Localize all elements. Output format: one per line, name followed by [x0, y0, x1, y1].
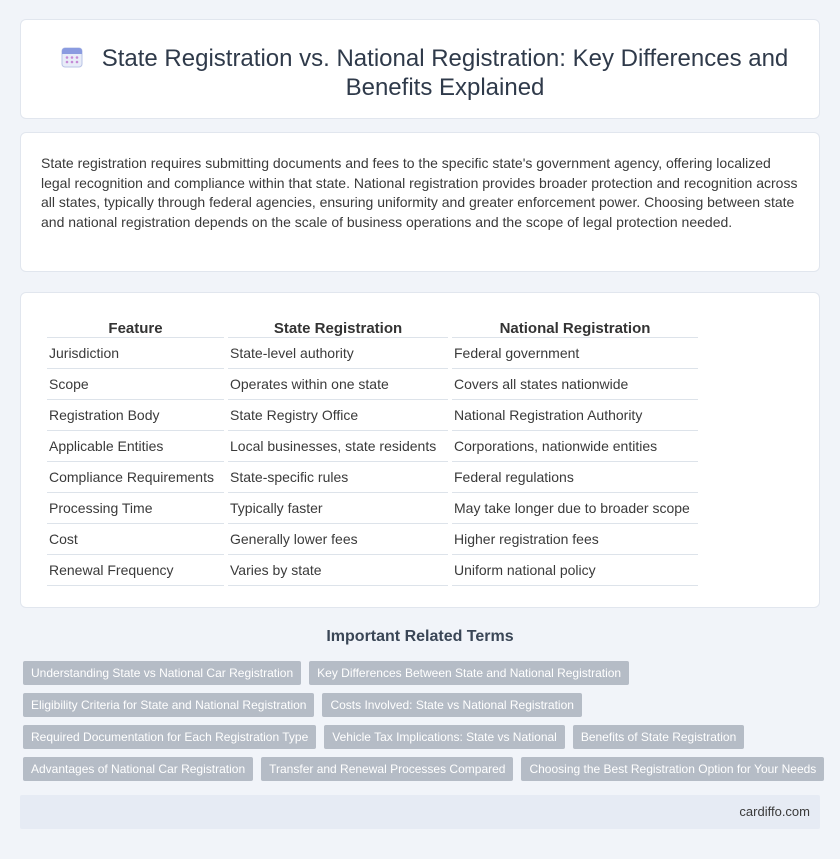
cell-feature: Compliance Requirements: [47, 462, 224, 493]
cell-national: May take longer due to broader scope: [452, 493, 698, 524]
table-row: [47, 400, 698, 431]
cell-feature: Cost: [47, 524, 224, 555]
tag-row: [23, 725, 823, 749]
table-header-row: [47, 317, 698, 338]
related-term-tag[interactable]: Advantages of National Car Registration: [23, 757, 253, 781]
cell-national: Corporations, nationwide entities: [452, 431, 698, 462]
related-terms-title: Important Related Terms: [326, 628, 514, 645]
cell-state: State-level authority: [228, 338, 448, 369]
table-row: [47, 369, 698, 400]
intro-paragraph: State registration requires submitting documents and fees to the specific state's government agency, offering localized legal recognition and compliance within that state. National registration provides broader protection and recognition across all states, typically through federal agencies, ensuring uniformity and greater enforcement power. Choosing between state and national registration depends on the scale of business operations and the scope of legal protection needed.: [41, 155, 798, 230]
header-card: [20, 19, 820, 119]
cell-feature: Applicable Entities: [47, 431, 224, 462]
tag-row: [23, 661, 823, 685]
header-feature: Feature: [47, 317, 224, 338]
related-term-tag[interactable]: Vehicle Tax Implications: State vs National: [324, 725, 565, 749]
related-term-tag[interactable]: Benefits of State Registration: [573, 725, 744, 749]
cell-national: National Registration Authority: [452, 400, 698, 431]
page-title: State Registration vs. National Registration: Key Differences and Benefits Explained: [101, 45, 789, 101]
intro-card: [20, 132, 820, 272]
related-terms-list: [23, 661, 823, 789]
table-row: [47, 493, 698, 524]
cell-national: Federal regulations: [452, 462, 698, 493]
cell-state: State Registry Office: [228, 400, 448, 431]
cell-state: Typically faster: [228, 493, 448, 524]
cell-national: Uniform national policy: [452, 555, 698, 586]
related-term-tag[interactable]: Understanding State vs National Car Registration: [23, 661, 301, 685]
related-term-tag[interactable]: Required Documentation for Each Registration Type: [23, 725, 316, 749]
cell-state: Local businesses, state residents: [228, 431, 448, 462]
cell-feature: Jurisdiction: [47, 338, 224, 369]
header-state: State Registration: [228, 317, 448, 338]
related-term-tag[interactable]: Transfer and Renewal Processes Compared: [261, 757, 513, 781]
site-link[interactable]: cardiffo.com: [739, 804, 810, 819]
cell-national: Higher registration fees: [452, 524, 698, 555]
table-row: [47, 524, 698, 555]
table-row: [47, 338, 698, 369]
comparison-table: [43, 317, 702, 586]
cell-feature: Renewal Frequency: [47, 555, 224, 586]
tag-row: [23, 757, 823, 781]
cell-feature: Processing Time: [47, 493, 224, 524]
cell-national: Covers all states nationwide: [452, 369, 698, 400]
table-row: [47, 431, 698, 462]
cell-feature: Scope: [47, 369, 224, 400]
related-term-tag[interactable]: Eligibility Criteria for State and National Registration: [23, 693, 314, 717]
footer: [20, 795, 820, 829]
table-row: [47, 555, 698, 586]
tag-row: [23, 693, 823, 717]
cell-state: Operates within one state: [228, 369, 448, 400]
comparison-card: [20, 292, 820, 608]
related-term-tag[interactable]: Choosing the Best Registration Option for Your Needs: [521, 757, 824, 781]
cell-feature: Registration Body: [47, 400, 224, 431]
related-term-tag[interactable]: Costs Involved: State vs National Registration: [322, 693, 581, 717]
table-row: [47, 462, 698, 493]
cell-state: Generally lower fees: [228, 524, 448, 555]
header-national: National Registration: [452, 317, 698, 338]
cell-national: Federal government: [452, 338, 698, 369]
related-term-tag[interactable]: Key Differences Between State and National Registration: [309, 661, 629, 685]
cell-state: Varies by state: [228, 555, 448, 586]
cell-state: State-specific rules: [228, 462, 448, 493]
